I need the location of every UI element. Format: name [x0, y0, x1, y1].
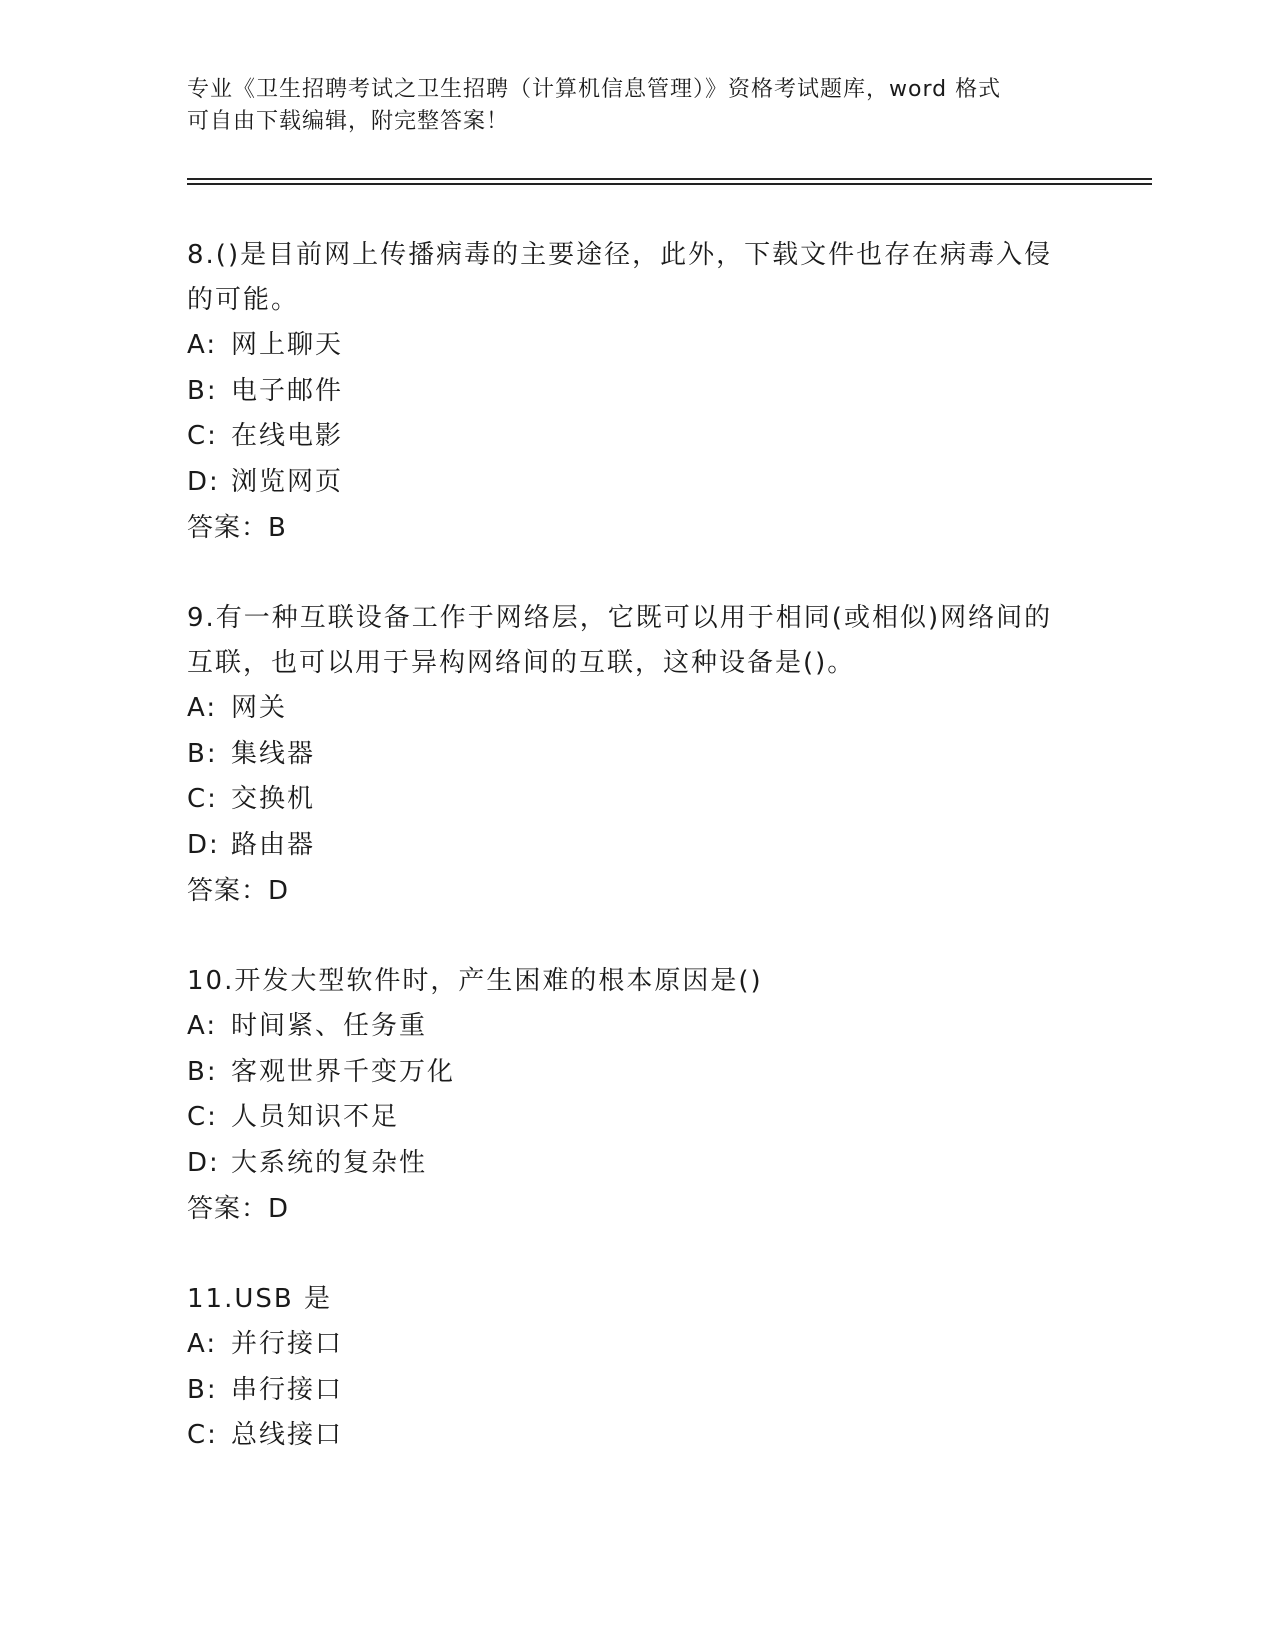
answer-label: 答案：D: [187, 876, 290, 906]
question-9: [187, 596, 1067, 914]
option-text: 集线器: [231, 738, 316, 769]
option-letter: B:: [187, 738, 218, 769]
option-letter: A:: [187, 330, 218, 360]
option-text: 大系统的复杂性: [231, 1147, 428, 1178]
option-letter: B:: [187, 1374, 218, 1405]
option-letter: D:: [187, 1147, 220, 1178]
option-text: 并行接口: [231, 1329, 344, 1359]
option-text: 网关: [231, 693, 288, 723]
header-divider-top: [187, 178, 1152, 180]
question-text: 9.有一种互联设备工作于网络层，它既可以用于相同(或相似)网络间的互联，也可以用于异构网络间的互联，这种设备是()。: [187, 603, 1053, 678]
option-letter: D:: [187, 466, 220, 497]
option-text: 总线接口: [231, 1420, 344, 1450]
option-letter: A:: [187, 1329, 218, 1359]
option-c: [187, 1095, 1067, 1141]
option-b: [187, 369, 1067, 415]
option-text: 路由器: [231, 829, 316, 860]
question-10: [187, 959, 1067, 1232]
option-b: [187, 1368, 1067, 1414]
option-d: [187, 1141, 1067, 1187]
document-header: [187, 74, 1067, 138]
answer-label: 答案：D: [187, 1194, 290, 1224]
option-c: [187, 777, 1067, 823]
header-divider-bottom: [187, 183, 1152, 185]
option-b: [187, 732, 1067, 778]
header-line-2: 可自由下载编辑，附完整答案！: [187, 109, 510, 134]
option-a: [187, 1322, 1067, 1368]
option-a: [187, 323, 1067, 369]
question-list: [187, 233, 1067, 1504]
option-d: [187, 460, 1067, 506]
option-letter: A:: [187, 693, 218, 723]
option-text: 浏览网页: [231, 466, 344, 497]
option-letter: B:: [187, 1056, 218, 1087]
option-text: 电子邮件: [231, 375, 344, 406]
question-text: 10.开发大型软件时，产生困难的根本原因是(): [187, 966, 763, 996]
option-letter: C:: [187, 1420, 218, 1450]
option-b: [187, 1050, 1067, 1096]
option-text: 网上聊天: [231, 330, 344, 360]
option-letter: C:: [187, 784, 218, 814]
question-text: 8.()是目前网上传播病毒的主要途径，此外，下载文件也存在病毒入侵的可能。: [187, 240, 1053, 315]
option-text: 交换机: [231, 784, 316, 814]
option-a: [187, 686, 1067, 732]
option-letter: A:: [187, 1011, 218, 1041]
option-letter: B:: [187, 375, 218, 406]
option-text: 在线电影: [231, 421, 344, 451]
option-c: [187, 414, 1067, 460]
option-letter: C:: [187, 1102, 218, 1132]
option-d: [187, 823, 1067, 869]
option-text: 串行接口: [231, 1374, 344, 1405]
header-line-1: 专业《卫生招聘考试之卫生招聘（计算机信息管理）》资格考试题库，word 格式: [187, 77, 1002, 102]
option-c: [187, 1413, 1067, 1459]
option-letter: C:: [187, 421, 218, 451]
option-text: 客观世界千变万化: [231, 1056, 456, 1087]
answer-label: 答案：B: [187, 513, 287, 543]
option-letter: D:: [187, 829, 220, 860]
option-text: 时间紧、任务重: [231, 1011, 428, 1041]
option-a: [187, 1004, 1067, 1050]
question-text: 11.USB 是: [187, 1284, 332, 1314]
question-11: [187, 1277, 1067, 1459]
question-8: [187, 233, 1067, 551]
option-text: 人员知识不足: [231, 1102, 400, 1132]
